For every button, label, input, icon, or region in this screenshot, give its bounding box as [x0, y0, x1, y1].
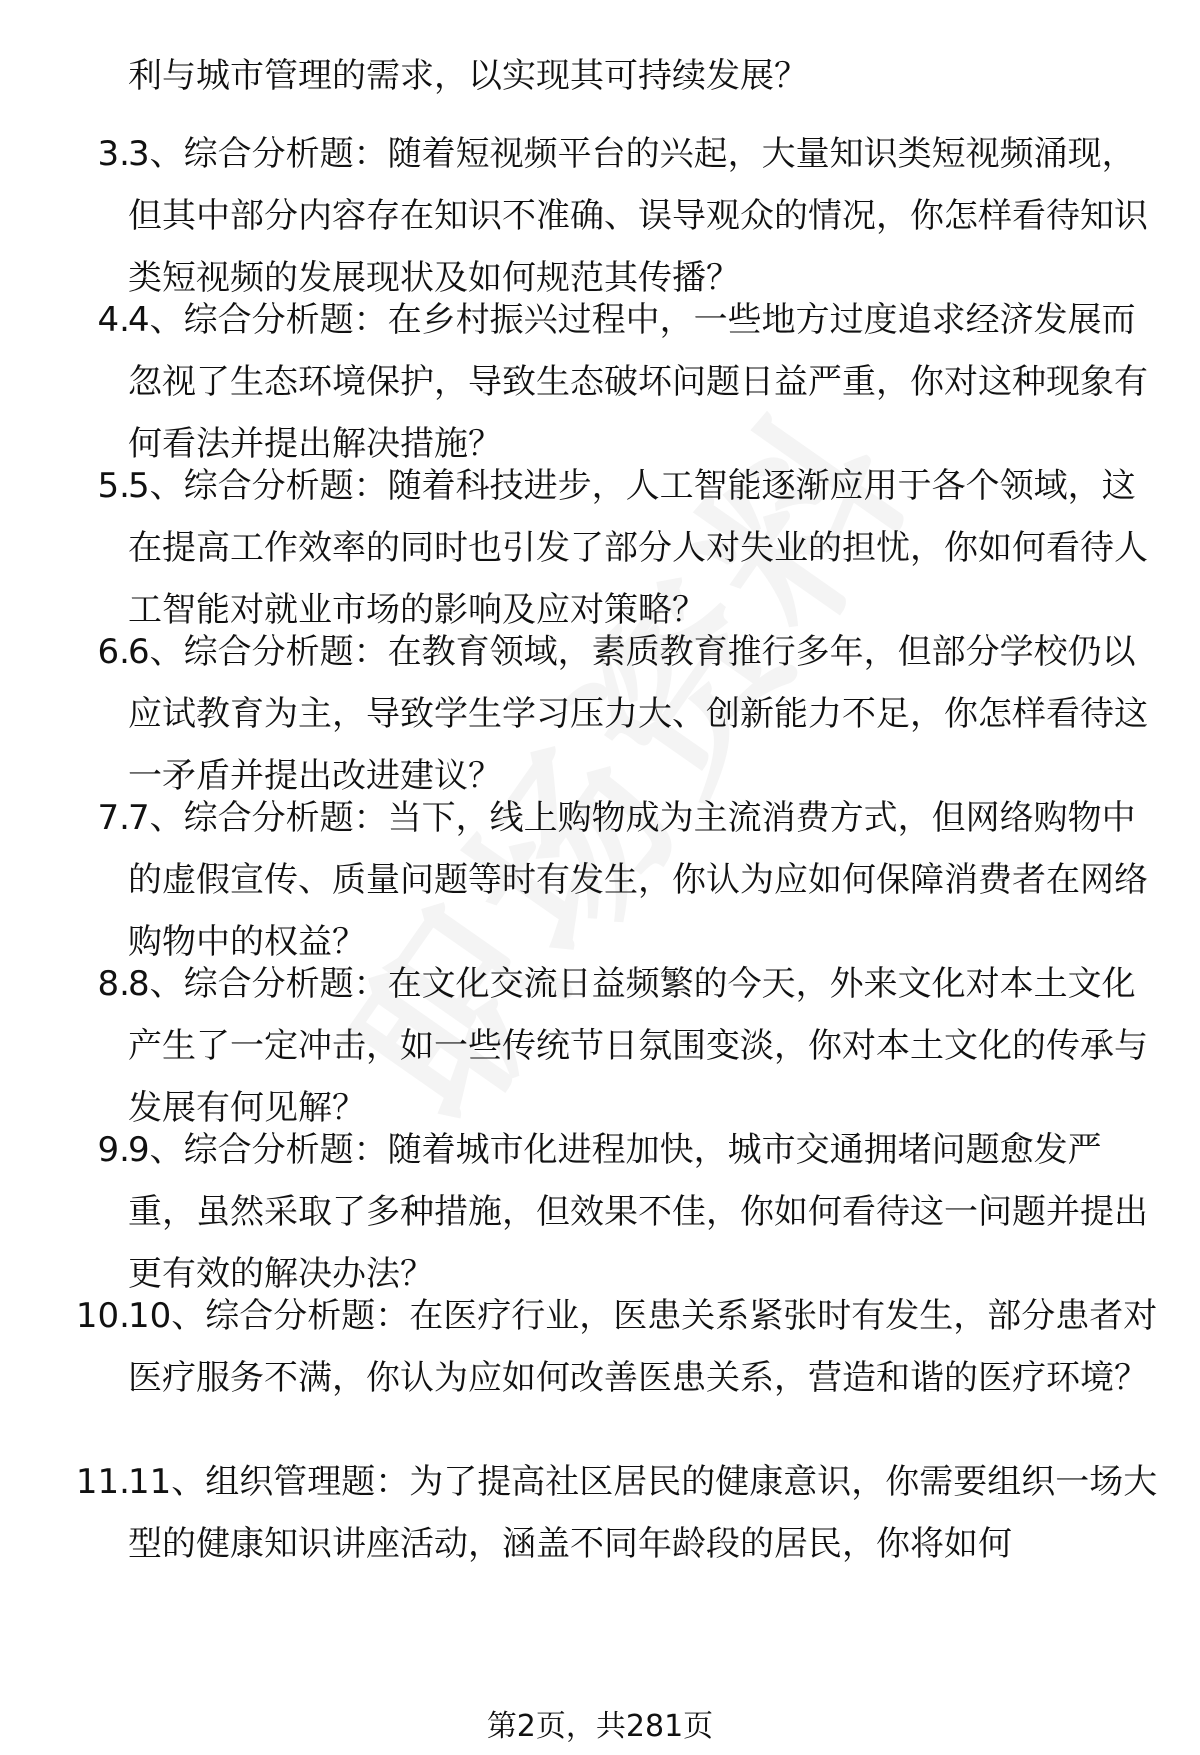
list-item-number: 8. [97, 964, 130, 1004]
list-item-number: 11. [75, 1462, 130, 1502]
list-item-text: 10、综合分析题：在医疗行业，医患关系紧张时有发生，部分患者对医疗服务不满，你认为应如何改善医患关系，营造和谐的医疗环境？ [128, 1296, 1158, 1398]
list-item-number: 10. [75, 1296, 130, 1336]
list-item-number: 5. [97, 466, 130, 506]
continuation-text: 利与城市管理的需求，以实现其可持续发展？ [128, 56, 808, 96]
list-item-text: 9、综合分析题：随着城市化进程加快，城市交通拥堵问题愈发严重，虽然采取了多种措施，但效果不佳，你如何看待这一问题并提出更有效的解决办法？ [128, 1130, 1148, 1294]
list-item-text: 8、综合分析题：在文化交流日益频繁的今天，外来文化对本土文化产生了一定冲击，如一些传统节日氛围变淡，你对本土文化的传承与发展有何见解？ [128, 964, 1148, 1128]
list-item-text: 11、组织管理题：为了提高社区居民的健康意识，你需要组织一场大型的健康知识讲座活动，涵盖不同年龄段的居民，你将如何 [128, 1462, 1158, 1564]
list-item-text: 4、综合分析题：在乡村振兴过程中，一些地方过度追求经济发展而忽视了生态环境保护，导致生态破坏问题日益严重，你对这种现象有何看法并提出解决措施？ [128, 300, 1148, 464]
list-item-number: 3. [97, 134, 130, 174]
list-item-text: 7、综合分析题：当下，线上购物成为主流消费方式，但网络购物中的虚假宣传、质量问题等时有发生，你认为应如何保障消费者在网络购物中的权益？ [128, 798, 1148, 962]
list-item-number: 6. [97, 632, 130, 672]
list-item-number: 9. [97, 1130, 130, 1170]
list-item-text: 6、综合分析题：在教育领域，素质教育推行多年，但部分学校仍以应试教育为主，导致学生学习压力大、创新能力不足，你怎样看待这一矛盾并提出改进建议？ [128, 632, 1148, 796]
list-item-number: 4. [97, 300, 130, 340]
page-footer: 第2页，共281页 [486, 1709, 714, 1744]
list-item-number: 7. [97, 798, 130, 838]
list-item-text: 3、综合分析题：随着短视频平台的兴起，大量知识类短视频涌现，但其中部分内容存在知识不准确、误导观众的情况，你怎样看待知识类短视频的发展现状及如何规范其传播？ [128, 134, 1148, 298]
list-item-text: 5、综合分析题：随着科技进步，人工智能逐渐应用于各个领域，这在提高工作效率的同时也引发了部分人对失业的担忧，你如何看待人工智能对就业市场的影响及应对策略？ [128, 466, 1148, 630]
